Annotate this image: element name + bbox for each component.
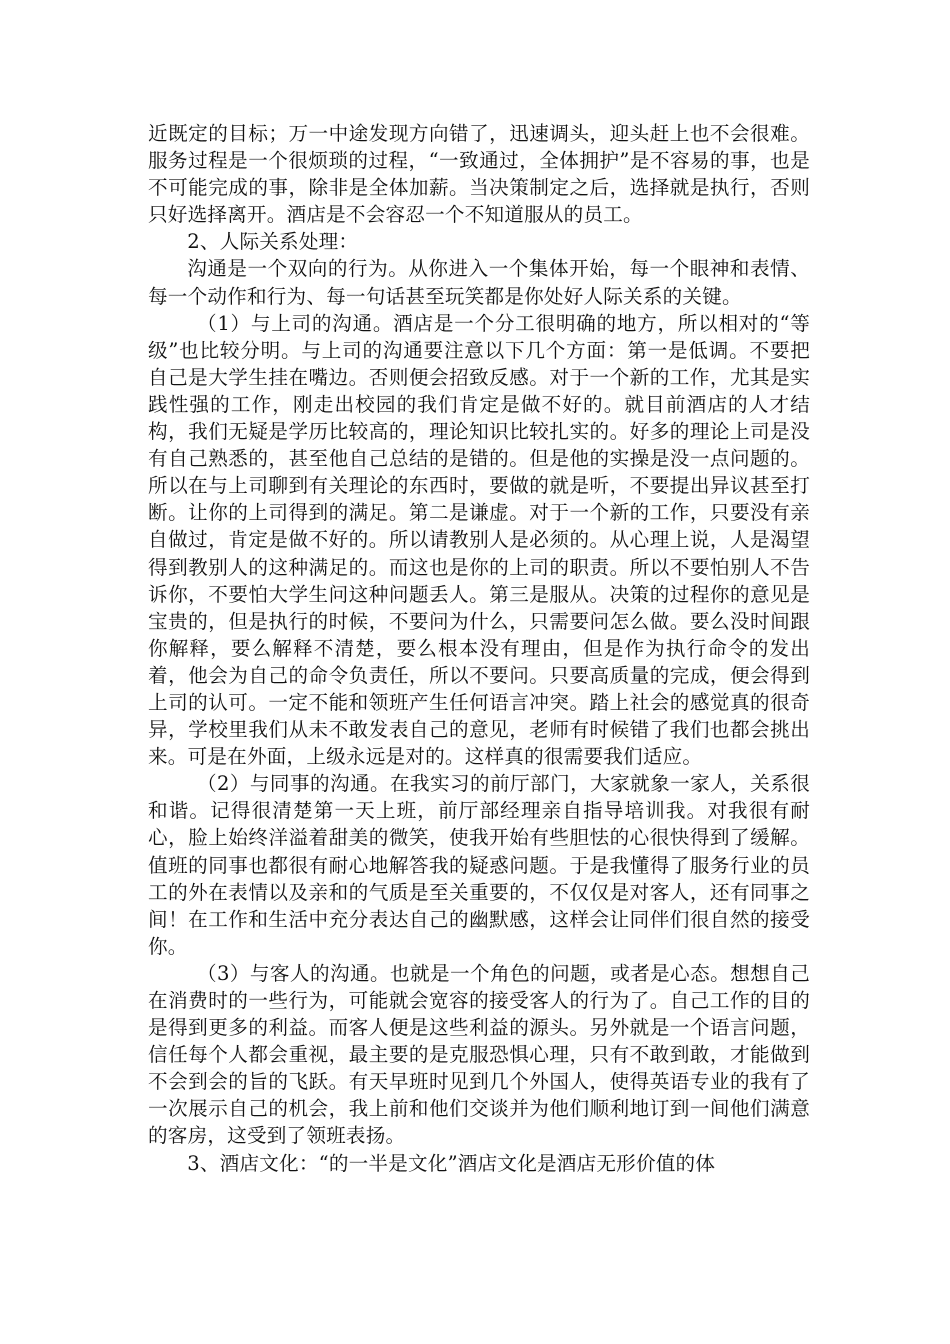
paragraph-superior-communication: （1）与上司的沟通。酒店是一个分工很明确的地方，所以相对的“等级”也比较分明。与上司的沟通要注意以下几个方面：第一是低调。不要把自己是大学生挂在嘴边。否则便会招致反感。对于一个新的工作，尤其是实践性强的工作，刚走出校园的我们肯定是做不好的。就目前酒店的人才结构，我们无疑是学历比较高的，理论知识比较扎实的。好多的理论上司是没有自己熟悉的，甚至他自己总结的是错的。但是他的实操是没一点问题的。所以在与上司聊到有关理论的东西时，要做的就是听，不要提出异议甚至打断。让你的上司得到的满足。第二是谦虚。对于一个新的工作，只要没有亲自做过，肯定是做不好的。所以请教别人是必须的。从心理上说，人是渴望得到教别人的这种满足的。而这也是你的上司的职责。所以不要怕别人不告诉你，不要怕大学生问这种问题丢人。第三是服从。决策的过程你的意见是宝贵的，但是执行的时候，不要问为什么，只需要问怎么做。要么没时间跟你解释，要么解释不清楚，要么根本没有理由，但是作为执行命令的发出着，他会为自己的命令负责任，所以不要问。只要高质量的完成，便会得到上司的认可。一定不能和领班产生任何语言冲突。踏上社会的感觉真的很奇异，学校里我们从未不敢发表自己的意见，老师有时候错了我们也都会挑出来。可是在外面，上级永远是对的。这样真的很需要我们适应。 <box>148 311 810 769</box>
paragraph-colleague-communication: （2）与同事的沟通。在我实习的前厅部门，大家就象一家人，关系很和谐。记得很清楚第一天上班，前厅部经理亲自指导培训我。对我很有耐心，脸上始终洋溢着甜美的微笑，使我开始有些胆怯的心很快得到了缓解。值班的同事也都很有耐心地解答我的疑惑问题。于是我懂得了服务行业的员工的外在表情以及亲和的气质是至关重要的，不仅仅是对客人，还有同事之间！在工作和生活中充分表达自己的幽默感，这样会让同伴们很自然的接受你。 <box>148 772 810 958</box>
paragraph-communication: 沟通是一个双向的行为。从你进入一个集体开始，每一个眼神和表情、每一个动作和行为、每一句话甚至玩笑都是你处好人际关系的关键。 <box>148 257 810 308</box>
section-heading-interpersonal: 2、人际关系处理： <box>187 230 359 254</box>
paragraph-service-goal: 近既定的目标；万一中途发现方向错了，迅速调头，迎头赶上也不会很难。服务过程是一个很烦琐的过程，“一致通过，全体拥护”是不容易的事，也是不可能完成的事，除非是全体加薪。当决策制定之后，选择就是执行，否则只好选择离开。酒店是不会容忍一个不知道服从的员工。 <box>148 122 810 227</box>
document-page <box>148 120 810 1177</box>
paragraph-guest-communication: （3）与客人的沟通。也就是一个角色的问题，或者是心态。想想自己在消费时的一些行为，可能就会宽容的接受客人的行为了。自己工作的目的是得到更多的利益。而客人便是这些利益的源头。另外就是一个语言问题，信任每个人都会重视，最主要的是克服恐惧心理，只有不敢到敢，才能做到不会到会的旨的飞跃。有天早班时见到几个外国人，使得英语专业的我有了一次展示自己的机会，我上前和他们交谈并为他们顺利地订到一间他们满意的客房，这受到了领班表扬。 <box>148 961 810 1148</box>
section-heading-hotel-culture: 3、酒店文化：“的一半是文化”酒店文化是酒店无形价值的体 <box>187 1151 716 1175</box>
